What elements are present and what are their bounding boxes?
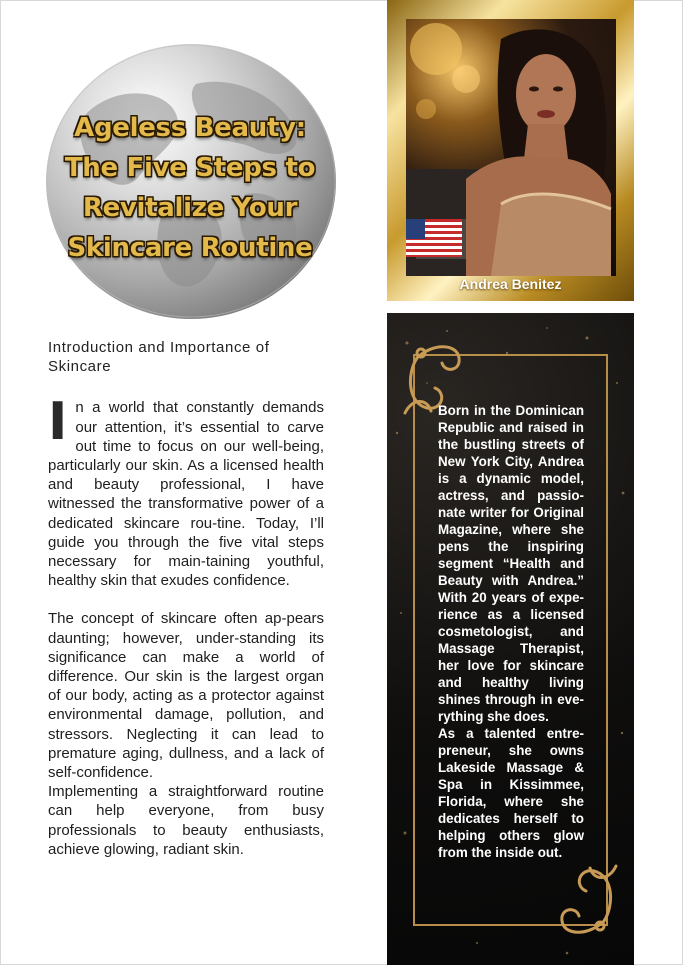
article-paragraph: Implementing a straightforward routine can help everyone, from busy professionals to beauty enthusiasts, achieve glowing, radiant skin.: [48, 783, 324, 858]
drop-cap: I: [48, 392, 68, 453]
author-photo: [406, 19, 616, 276]
bio-paragraph: Born in the Dominican Republic and raised in the bustling streets of New York City, Andrea is a dynamic model, actress, and passio-nate writer for Original Magazine, where she pens the inspiring segment “Health and Beauty with Andrea.” With 20 years of expe-rience as a licensed cosmetologist, and Massage Therapist, her love for skincare and healthy living shines through in eve-rything she does.: [438, 403, 584, 724]
bio-paragraph: As a talented entre-preneur, she owns Lakeside Massage & Spa in Kissimmee, Florida, where she dedicates herself to helping others glow from the inside out.: [438, 726, 584, 860]
title-line: Ageless Beauty:: [74, 113, 306, 143]
author-photo-frame: [387, 0, 634, 301]
article-title: [40, 108, 340, 268]
paragraph-text: n a world that constantly demands our attention, it’s essential to carve out time to focus on our well-being, particularly our skin. As a licensed health and beauty professional, I have witnessed the transformative power of a dedicated skincare rou-tine. Today, I’ll guide you through the five vital steps necessary for main-taining youthful, healthy skin that exudes confidence.: [48, 399, 324, 590]
title-line: Skincare Routine: [67, 233, 313, 263]
title-line: The Five Steps to: [64, 153, 316, 183]
article-body: [48, 338, 324, 859]
bio-text: [438, 402, 584, 861]
article-paragraph: The concept of skincare often ap-pears daunting; however, under-standing its significance can make a world of difference. Our skin is the largest organ of our body, acting as a protector against environmental damage, pollution, and stressors. Neglecting it can lead to premature aging, dullness, and a lack of self-confidence.: [48, 610, 324, 782]
author-name: Andrea Benitez: [459, 276, 562, 292]
title-line: Revitalize Your: [82, 193, 298, 223]
author-bio-panel: [387, 313, 634, 965]
article-paragraph: [48, 392, 324, 590]
us-flag-icon: [406, 19, 616, 276]
section-subheading: Introduction and Importance of Skincare: [48, 339, 270, 376]
